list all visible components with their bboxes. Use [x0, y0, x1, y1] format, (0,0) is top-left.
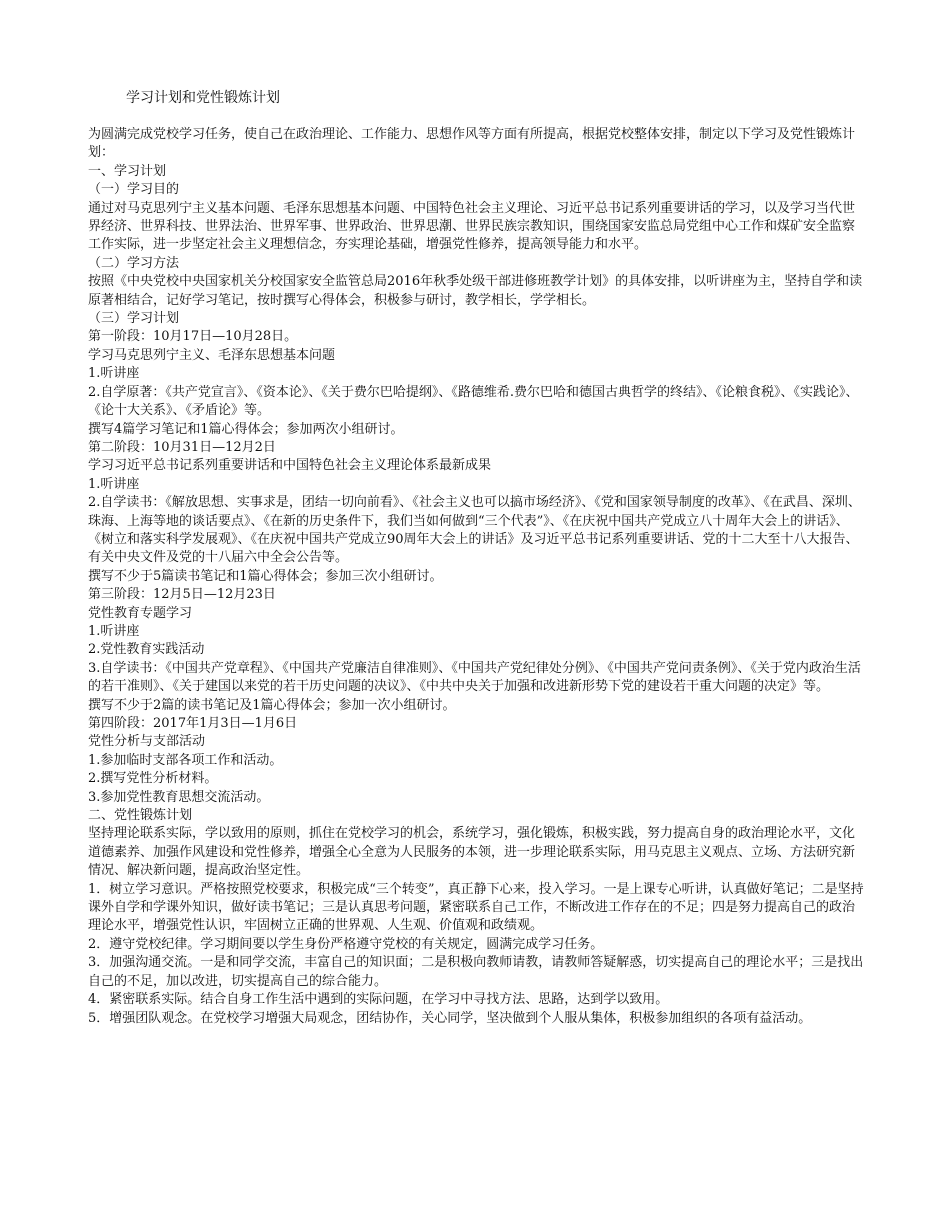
- section-heading: 二、党性锻炼计划: [88, 808, 193, 824]
- document-title: 学习计划和党性锻炼计划: [126, 90, 280, 106]
- document-body: [88, 126, 864, 1028]
- list-item: 2.自学原著：《共产党宣言》、《资本论》、《关于费尔巴哈提纲》、《路德维希.费尔巴哈和德国古典哲学的终结》、《论粮食税》、《实践论》、《论十大关系》、《矛盾论》等。: [88, 384, 859, 419]
- paragraph: 撰写不少于2篇的读书笔记及1篇心得体会；参加一次小组研讨。: [88, 697, 456, 713]
- stage-heading: 第一阶段：10月17日—10月28日。: [88, 329, 298, 345]
- list-item: 2.撰写党性分析材料。: [88, 771, 218, 787]
- section-heading: 一、学习计划: [88, 163, 167, 179]
- paragraph: 党性教育专题学习: [88, 605, 193, 621]
- stage-heading: 第四阶段：2017年1月3日—1月6日: [88, 716, 298, 731]
- list-item: 2.自学读书：《解放思想、实事求是，团结一切向前看》、《社会主义也可以搞市场经济》、《党和国家领导制度的改革》、《在武昌、深圳、珠海、上海等地的谈话要点》、《在新的历史条件下，我们当如何做到“三个代表”》、《在庆祝中国共产党成立八十周年大会上的讲话》、《树立和落实科学发展观》、《在庆祝中国共产党成立90周年大会上的讲话》及习近平总书记系列重要讲话、党的十二大至十八大报告、有关中央文件及党的十八届六中全会公告等。: [88, 495, 861, 566]
- list-item: 1.听讲座: [88, 366, 140, 382]
- stage-heading: 第三阶段：12月5日—12月23日: [88, 587, 276, 603]
- paragraph: 党性分析与支部活动: [88, 734, 206, 750]
- list-item: 1．树立学习意识。严格按照党校要求，积极完成“三个转变”，真正静下心来，投入学习。一是上课专心听讲，认真做好笔记；二是坚持课外自学和学课外知识，做好读书笔记；三是认真思考问题，紧密联系自己工作，不断改进工作存在的不足；四是努力提高自己的政治理论水平，增强党性认识，牢固树立正确的世界观、人生观、价值观和政绩观。: [88, 881, 864, 934]
- paragraph: 坚持理论联系实际，学以致用的原则，抓住在党校学习的机会，系统学习，强化锻炼，积极实践，努力提高自身的政治理论水平，文化道德素养、加强作风建设和党性修养，增强全心全意为人民服务的本领，进一步理论联系实际，用马克思主义观点、立场、方法研究新情况、解决新问题，提高政治坚定性。: [88, 826, 856, 879]
- list-item: 4．紧密联系实际。结合自身工作生活中遇到的实际问题，在学习中寻找方法、思路，达到学以致用。: [88, 992, 669, 1008]
- subsection-heading: （一）学习目的: [88, 182, 180, 198]
- paragraph: 按照《中央党校中央国家机关分校国家安全监管总局2016年秋季处级干部进修班教学计划》的具体安排，以听讲座为主，坚持自学和读原著相结合，记好学习笔记，按时撰写心得体会，积极参与研讨，教学相长，学学相长。: [88, 274, 863, 308]
- paragraph: 撰写4篇学习笔记和1篇心得体会；参加两次小组研讨。: [88, 421, 404, 437]
- list-item: 1.听讲座: [88, 476, 140, 492]
- list-item: 2．遵守党校纪律。学习期间要以学生身份严格遵守党校的有关规定，圆满完成学习任务。: [88, 936, 604, 952]
- paragraph: 学习习近平总书记系列重要讲话和中国特色社会主义理论体系最新成果: [88, 458, 492, 474]
- list-item: 3．加强沟通交流。一是和同学交流，丰富自己的知识面；二是积极向教师请教，请教师答疑解惑，切实提高自己的理论水平；三是找出自己的不足，加以改进，切实提高自己的综合能力。: [88, 955, 864, 989]
- subsection-heading: （三）学习计划: [88, 311, 180, 327]
- paragraph: 为圆满完成党校学习任务，使自己在政治理论、工作能力、思想作风等方面有所提高，根据党校整体安排，制定以下学习及党性锻炼计划：: [88, 127, 856, 161]
- paragraph: 学习马克思列宁主义、毛泽东思想基本问题: [88, 347, 336, 363]
- list-item: 1.参加临时支部各项工作和活动。: [88, 752, 283, 768]
- stage-heading: 第二阶段：10月31日—12月2日: [88, 439, 276, 455]
- paragraph: 撰写不少于5篇读书笔记和1篇心得体会；参加三次小组研讨。: [88, 568, 443, 584]
- list-item: 5．增强团队观念。在党校学习增强大局观念，团结协作，关心同学，坚决做到个人服从集体，积极参加组织的各项有益活动。: [88, 1010, 812, 1026]
- subsection-heading: （二）学习方法: [88, 255, 180, 271]
- list-item: 3.参加党性教育思想交流活动。: [88, 789, 270, 805]
- paragraph: 通过对马克思列宁主义基本问题、毛泽东思想基本问题、中国特色社会主义理论、习近平总书记系列重要讲话的学习，以及学习当代世界经济、世界科技、世界法治、世界军事、世界政治、世界思潮、世界民族宗教知识，围绕国家安监总局党组中心工作和煤矿安全监察工作实际，进一步坚定社会主义理想信念，夯实理论基础，增强党性修养，提高领导能力和水平。: [88, 200, 856, 253]
- list-item: 2.党性教育实践活动: [88, 642, 205, 658]
- list-item: 3.自学读书：《中国共产党章程》、《中国共产党廉洁自律准则》、《中国共产党纪律处分例》、《中国共产党问责条例》、《关于党内政治生活的若干准则》、《关于建国以来党的若干历史问题的决议》、《中共中央关于加强和改进新形势下党的建设若干重大问题的决定》等。: [88, 660, 861, 695]
- list-item: 1.听讲座: [88, 623, 140, 639]
